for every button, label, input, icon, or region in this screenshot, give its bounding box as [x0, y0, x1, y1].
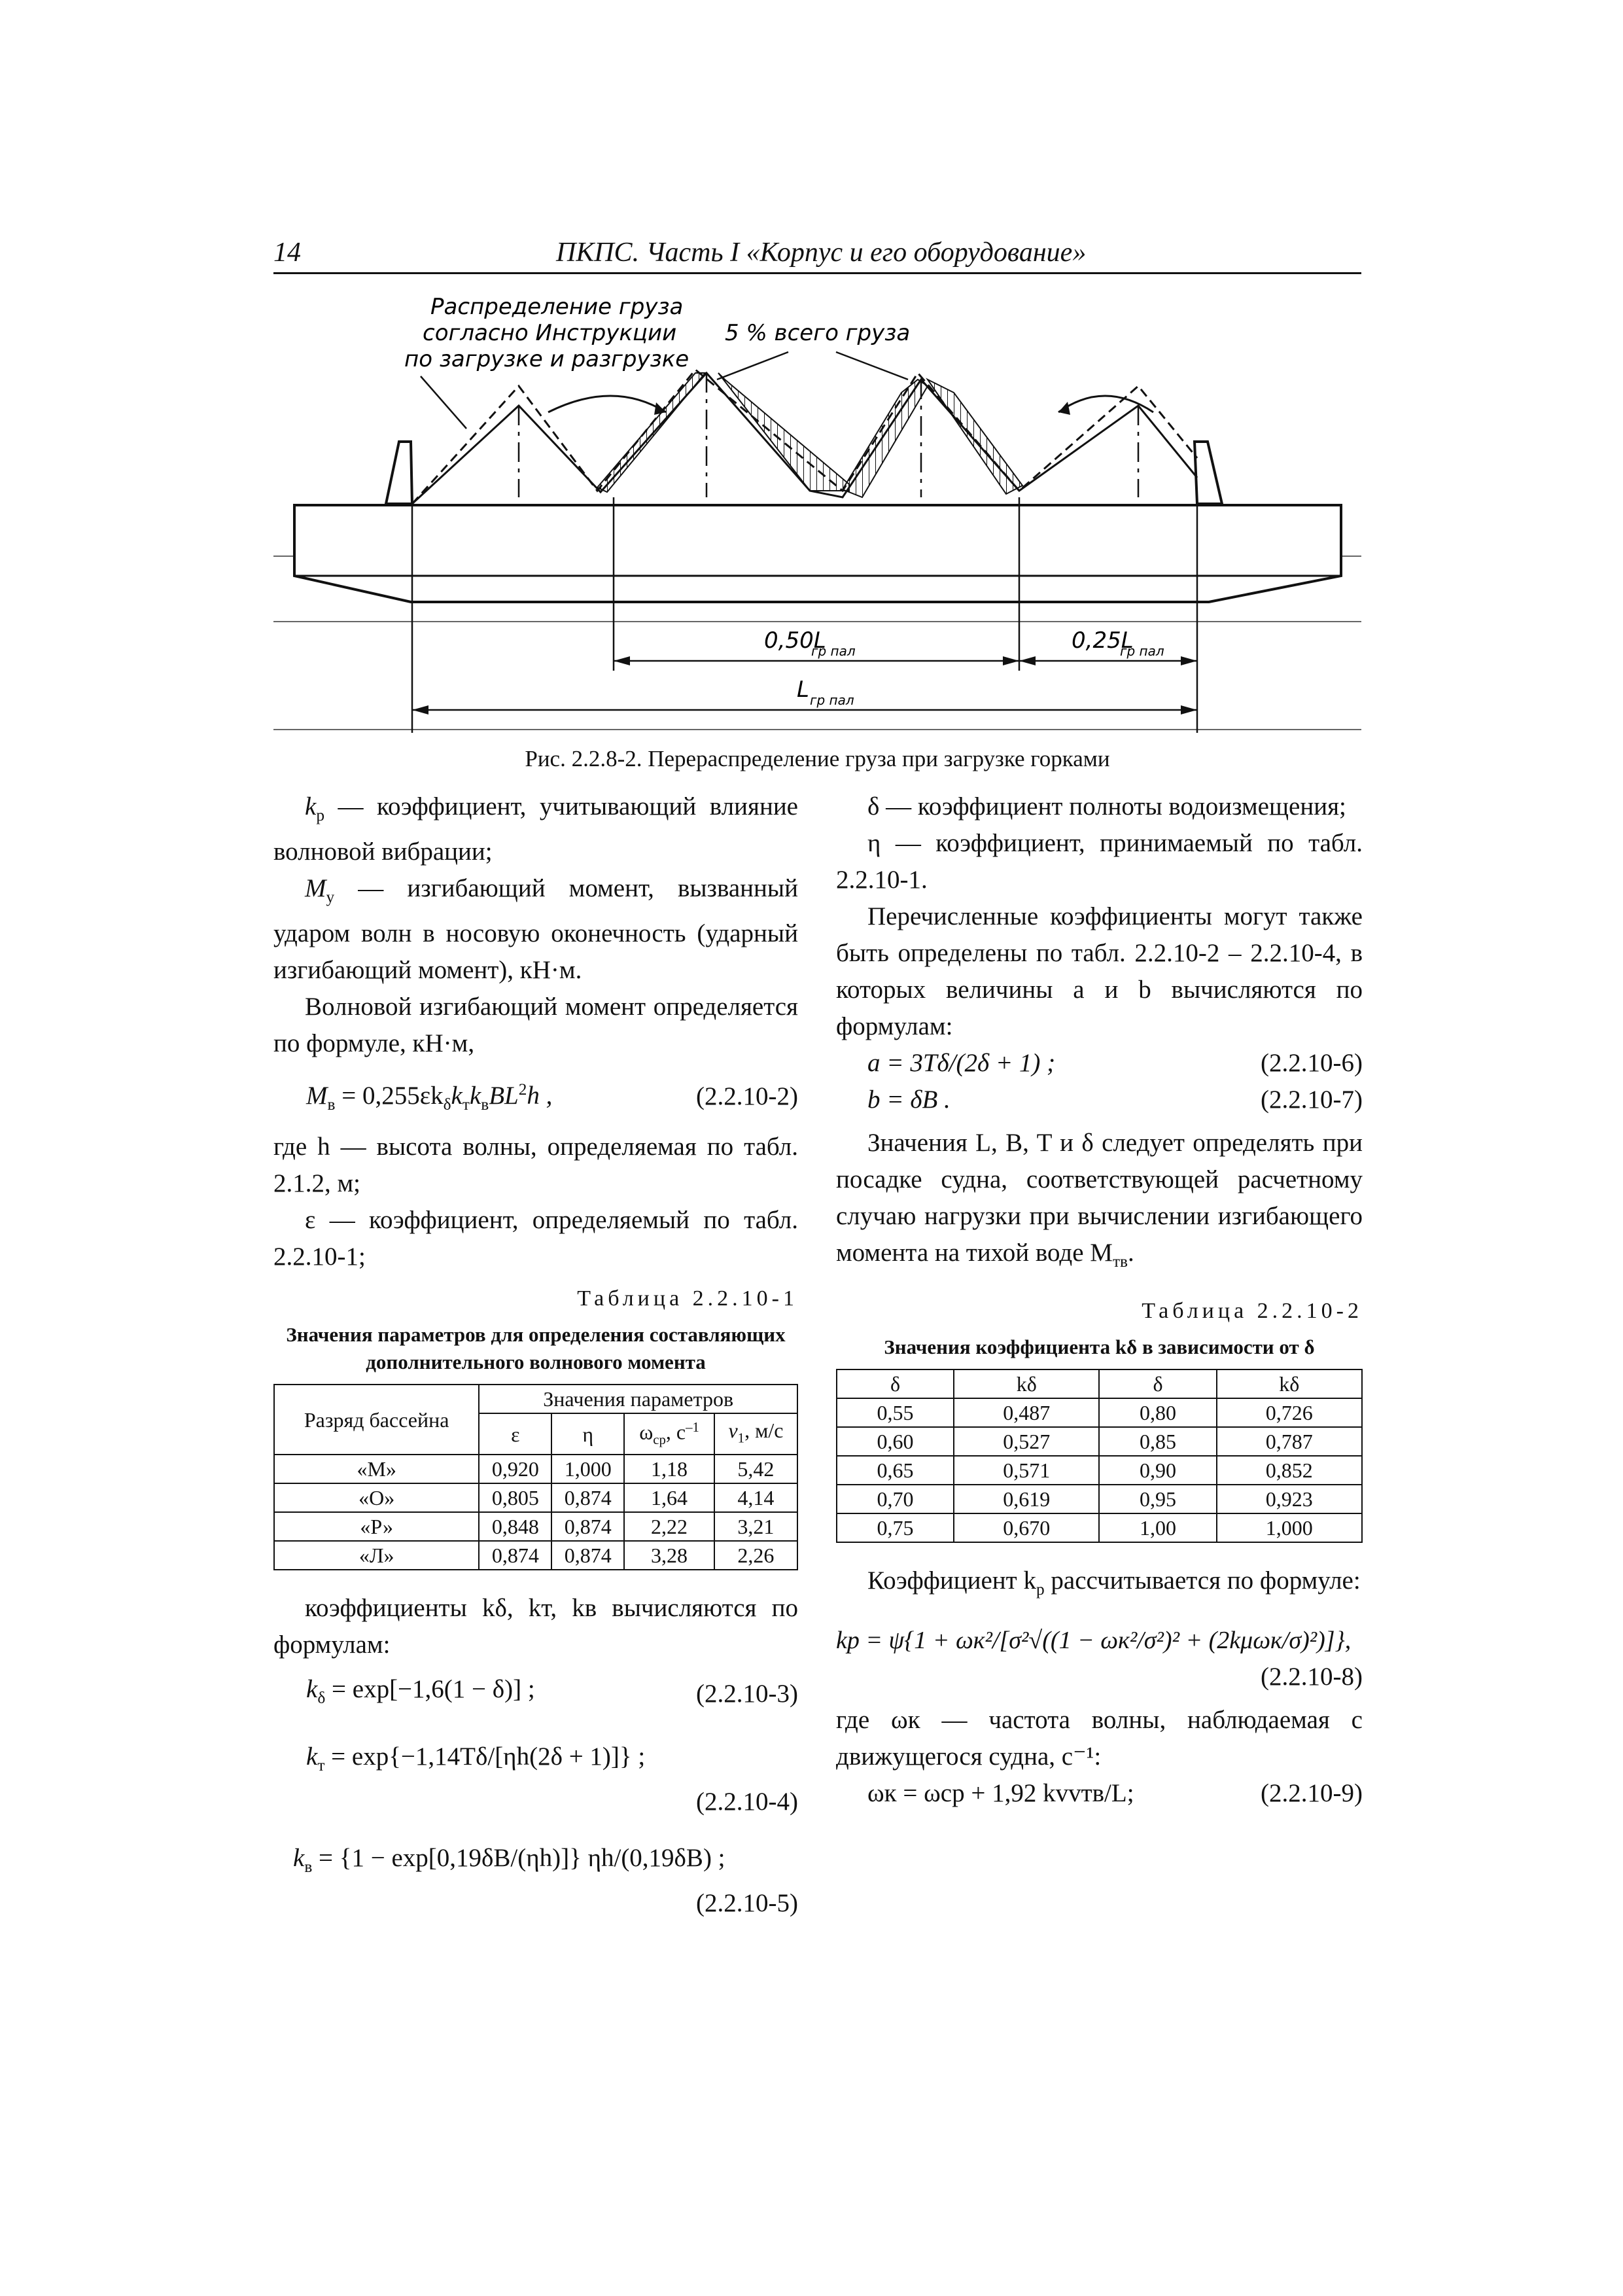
figure-caption: Рис. 2.2.8-2. Перераспределение груза при загрузке горками — [525, 746, 1110, 771]
formula-2-2-10-4: $k_т = \exp\{-1,14T\delta/[\eta h(2\delta + 1)]\}$ ; — [306, 1742, 646, 1775]
table-row: «Р» 0,848 0,874 2,22 3,21 — [274, 1512, 797, 1541]
formula-2-2-10-3: $k_\delta = \exp[-1,6(1 - \delta)]$ ; (2.2.10-3) — [306, 1675, 798, 1708]
table-row: 0,60 0,527 0,85 0,787 — [837, 1427, 1362, 1456]
table2-header-kdelta-2: kδ — [1217, 1369, 1362, 1398]
eps-definition: ε — коэффициент, определяемый по табл. 2.2.10-1; — [273, 1206, 798, 1271]
dim-label-050: 0,50L — [764, 627, 826, 654]
coef-intro: коэффициенты kδ, kт, kв вычисляются по формулам: — [273, 1594, 798, 1659]
table-row: «Л» 0,874 0,874 3,28 2,26 — [274, 1541, 797, 1570]
formula-2-2-10-7: b = δB . (2.2.10-7) — [867, 1086, 1363, 1114]
kp-definition: $k_р$ — коэффициент, учитывающий влияние волновой вибрации; — [273, 792, 798, 866]
table-row: «О» 0,805 0,874 1,64 4,14 — [274, 1483, 797, 1512]
omega-definition: где ωк — частота волны, наблюдаемая с движущегося судна, с⁻¹: — [836, 1705, 1363, 1771]
formula-2-2-10-5-number: (2.2.10-5) — [696, 1888, 798, 1917]
table1-header-omega: $\omega_{ср}$, $с^{-1}$ — [624, 1413, 714, 1455]
dim-label-025-sub: гр пал — [1120, 643, 1164, 659]
heap-hatch-2 — [718, 373, 849, 491]
table-row: 0,70 0,619 0,95 0,923 — [837, 1485, 1362, 1513]
right-column — [836, 788, 1363, 1812]
table-row: 0,75 0,670 1,00 1,000 — [837, 1513, 1362, 1542]
formula-2-2-10-4-number: (2.2.10-4) — [696, 1788, 798, 1816]
wave-moment-intro: Волновой изгибающий момент определяется по формуле, кН·м, — [273, 992, 798, 1057]
label-distribution-line3: по загрузке и разгрузке — [404, 346, 689, 372]
listed-coefficients: Перечисленные коэффициенты могут также быть определены по табл. 2.2.10-2 – 2.2.10-4, в которых величины a и b вычисляются по формулам: — [836, 902, 1363, 1040]
table2-header-delta-2: δ — [1099, 1369, 1216, 1398]
table1-caption: Таблица 2.2.10-1 — [577, 1286, 798, 1311]
formula-2-2-10-9: ωк = ωср + 1,92 kvvтв/L; (2.2.10-9) — [867, 1778, 1363, 1807]
table1-header-eta: η — [551, 1413, 624, 1455]
delta-definition: δ — коэффициент полноты водоизмещения; — [867, 792, 1346, 821]
header-rule — [273, 272, 1361, 274]
end-wall-right — [1195, 442, 1222, 504]
dim-label-L: L — [797, 677, 809, 703]
left-column — [273, 788, 798, 1922]
table2-header-delta-1: δ — [837, 1369, 954, 1398]
table-row: «М» 0,920 1,000 1,18 5,42 — [274, 1455, 797, 1483]
running-title: ПКПС. Часть I «Корпус и его оборудование» — [556, 238, 1087, 268]
dim-label-L-sub: гр пал — [810, 692, 854, 708]
kp-calc: Коэффициент $k_р$ рассчитывается по формуле: — [867, 1566, 1361, 1598]
h-definition: где h — высота волны, определяемая по табл. 2.1.2, м; — [273, 1133, 798, 1198]
transfer-arrow-left — [548, 396, 666, 412]
formula-2-2-10-5: $k_в = \{1 - \exp[0,19\delta B/(\eta h)]\}$ ηh/(0,19δB) ; — [293, 1844, 725, 1876]
label-distribution-line1: Распределение груза — [430, 294, 684, 320]
heap-hatch-1 — [597, 373, 705, 492]
table1 — [273, 1384, 798, 1570]
page-number: 14 — [273, 238, 301, 268]
table-row: 0,55 0,487 0,80 0,726 — [837, 1398, 1362, 1427]
label-distribution-line2: согласно Инструкции — [423, 320, 677, 346]
formula-2-2-10-2: $M_в = 0,255\varepsilon k_\delta k_тk_вBL^2h$ , (2.2.10-2) — [306, 1080, 798, 1114]
table1-header-basin: Разряд бассейна — [274, 1385, 479, 1455]
values-text: Значения L, B, T и δ следует определять при посадке судна, соответствующей расчетному случаю нагрузки при вычислении изгибающего момента на тихой воде $M_{тв}$. — [836, 1129, 1363, 1271]
table-row: 0,65 0,571 0,90 0,852 — [837, 1456, 1362, 1485]
table2 — [836, 1369, 1363, 1543]
label-five-percent: 5 % всего груза — [725, 320, 911, 346]
dim-label-050-sub: гр пал — [811, 643, 856, 659]
table1-title: Значения параметров для определения составляющих дополнительного волнового момента — [286, 1323, 786, 1374]
formula-2-2-10-6: a = 3Tδ/(2δ + 1) ; (2.2.10-6) — [867, 1049, 1363, 1077]
table2-caption: Таблица 2.2.10-2 — [1142, 1298, 1363, 1323]
eta-definition: η — коэффициент, принимаемый по табл. 2.2.10-1. — [836, 829, 1363, 894]
formula-2-2-10-8: kр = ψ{1 + ωк²/[σ²√((1 − ωк²/σ²)² + (2kμωк/σ)²)]}, — [836, 1626, 1352, 1654]
my-definition: $M_у$ — изгибающий момент, вызванный ударом волн в носовую оконечность (ударный изгибающий момент), кН·м. — [273, 874, 798, 984]
table2-title: Значения коэффициента kδ в зависимости от δ — [884, 1335, 1315, 1358]
cargo-distribution-figure — [273, 281, 1361, 739]
end-wall-left — [386, 442, 412, 504]
formula-2-2-10-8-number: (2.2.10-8) — [1261, 1662, 1363, 1691]
table2-header-kdelta-1: kδ — [954, 1369, 1099, 1398]
table1-header-params: Значения параметров — [479, 1385, 797, 1413]
dim-label-025: 0,25L — [1072, 627, 1134, 654]
table1-header-v: $v_1$, м/с — [714, 1413, 797, 1455]
table1-header-eps: ε — [479, 1413, 551, 1455]
barge-hull — [294, 505, 1341, 602]
